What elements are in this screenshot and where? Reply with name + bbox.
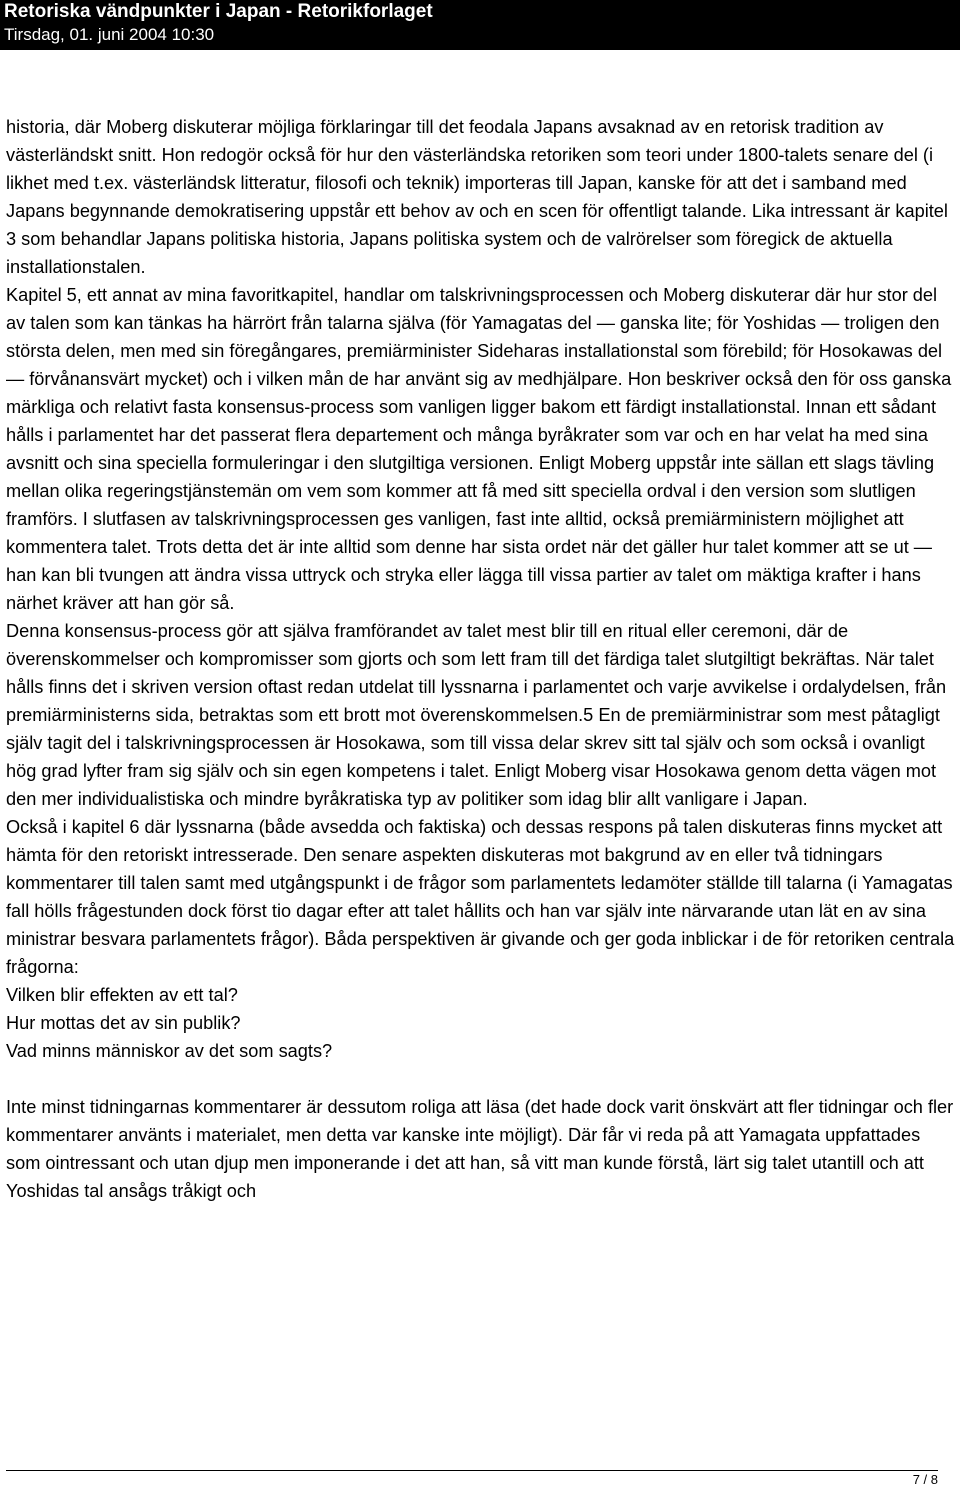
article-body bbox=[6, 113, 956, 1205]
question-line: Vilken blir effekten av ett tal? bbox=[6, 985, 238, 1005]
paragraph: historia, där Moberg diskuterar möjliga förklaringar till det feodala Japans avsaknad av en retorisk tradition av västerländskt snitt. Hon redogör också för hur den västerländska retoriken som teori under 1800-talets senare del (i likhet med t.ex. västerländsk litteratur, filosofi och teknik) importeras till Japan, kanske för att det i samband med Japans begynnande demokratisering uppstår ett behov av och en scen för offentligt talande. Lika intressant är kapitel 3 som behandlar Japans politiska historia, Japans politiska system och de valrörelser som föregick de aktuella installationstalen. bbox=[6, 117, 948, 277]
question-line: Hur mottas det av sin publik? bbox=[6, 1013, 241, 1033]
paragraph: Denna konsensus-process gör att själva framförandet av talet mest blir till en ritual eller ceremoni, där de överenskommelser och kompromisser som gjorts och som lett fram till det färdiga talet slutgiltigt bekräftas. När talet hålls finns det i skriven version oftast redan utdelat till lyssnarna i parlamentet och varje avvikelse i ordalydelsen, från premiärministerns sida, betraktas som ett brott mot överenskommelsen.5 En de premiärministrar som mest påtagligt själv tagit del i talskrivningsprocessen är Hosokawa, som till vissa delar skrev sitt tal själv och som också i ovanligt hög grad lyfter fram sig själv och sin egen kompetens i talet. Enligt Moberg visar Hosokawa genom detta vägen mot den mer individualistiska och mindre byråkratiska typ av politiker som idag blir allt vanligare i Japan. bbox=[6, 621, 947, 809]
paragraph-gap bbox=[6, 1065, 956, 1093]
paragraph: Också i kapitel 6 där lyssnarna (både avsedda och faktiska) och dessas respons på talen diskuteras finns mycket att hämta för den retoriskt intresserade. Den senare aspekten diskuteras mot bakgrund av en eller två tidningars kommentarer till talen samt med utgångspunkt i de frågor som parlamentets ledamöter ställde till talarna (i Yamagatas fall hölls frågestunden dock först tio dagar efter att talet hållits och han var själv inte närvarande utan lät en av sina ministrar besvara parlamentets frågor). Båda perspektiven är givande och ger goda inblickar i de för retoriken centrala frågorna: bbox=[6, 817, 955, 977]
document-date: Tirsdag, 01. juni 2004 10:30 bbox=[4, 25, 215, 44]
question-line: Vad minns människor av det som sagts? bbox=[6, 1041, 333, 1061]
paragraph: Kapitel 5, ett annat av mina favoritkapitel, handlar om talskrivningsprocessen och Moberg diskuterar där hur stor del av talen som kan tänkas ha härrört från talarna själva (för Yamagatas del — ganska lite; för Yoshidas — troligen den största delen, men med sin föregångares, premiärminister Sideharas installationstal som förebild; för Hosokawas del — förvånansvärt mycket) och i vilken mån de har använt sig av medhjälpare. Hon beskriver också den för oss ganska märkliga och relativt fasta konsensus-process som vanligen ligger bakom ett färdigt installationstal. Innan ett sådant hålls i parlamentet har det passerat flera departement och många byråkrater som var och en har velat ha med sina avsnitt och sina speciella formuleringar i den slutgiltiga versionen. Enligt Moberg uppstår inte sällan ett slags tävling mellan olika regeringstjänstemän om vem som kommer att få med sitt speciella ordval i den version som slutligen framförs. I slutfasen av talskrivningsprocessen ges vanligen, fast inte alltid, också premiärministern möjlighet att kommentera talet. Trots detta det är inte alltid som denne har sista ordet när det gäller hur talet kommer att se ut — han kan bli tvungen att ändra vissa uttryck och stryka eller lägga till vissa partier av talet om mäktiga krafter i hans närhet kräver att han gör så. bbox=[6, 285, 952, 613]
page-number: 7 / 8 bbox=[912, 1472, 938, 1487]
paragraph: Inte minst tidningarnas kommentarer är dessutom roliga att läsa (det hade dock varit önskvärt att fler tidningar och fler kommentarer använts i materialet, men detta var kanske inte möjligt). Där får vi reda på att Yamagata uppfattades som ointressant och utan djup men imponerande i det att han, så vitt man kunde förstå, lärt sig talet utantill och att Yoshidas tal ansågs tråkigt och bbox=[6, 1097, 954, 1201]
footer-divider bbox=[6, 1470, 938, 1471]
document-title: Retoriska vändpunkter i Japan - Retorikforlaget bbox=[4, 1, 433, 22]
page-header bbox=[0, 0, 960, 50]
